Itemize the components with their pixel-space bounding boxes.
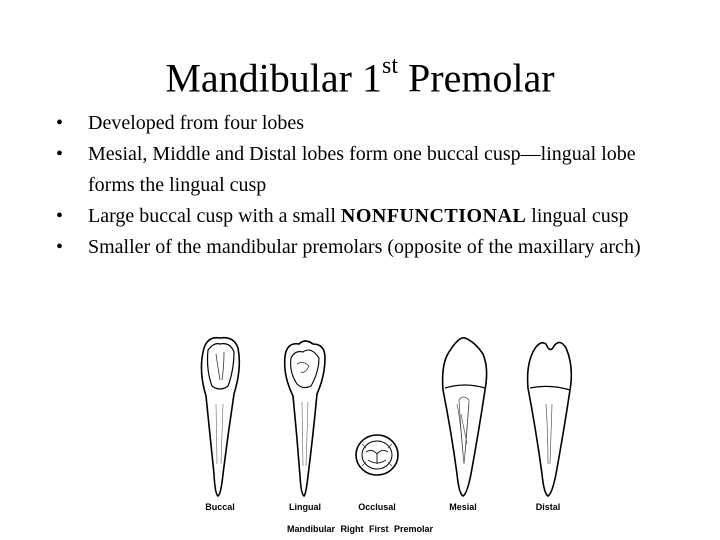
view-label-mesial: Mesial [449, 502, 477, 512]
bullet-dot-icon: • [56, 236, 64, 258]
bullet-item: • Large buccal cusp with a small NONFUNCTIONAL lingual cusp [56, 201, 676, 232]
occlusal-tooth-illustration [352, 430, 402, 480]
bullet-item: • Mesial, Middle and Distal lobes form one buccal cusp—lingual lobe forms the lingual cusp [56, 139, 676, 201]
view-label-distal: Distal [535, 502, 561, 512]
bullet-item: • Smaller of the mandibular premolars (opposite of the maxillary arch) [56, 232, 676, 263]
buccal-tooth-illustration [190, 334, 250, 499]
view-label-buccal: Buccal [205, 502, 235, 512]
bullet-dot-icon: • [56, 112, 64, 134]
bullet-list [56, 108, 676, 263]
distal-tooth-illustration [520, 334, 580, 499]
figure-caption: Mandibular Right First Premolar [286, 524, 434, 534]
view-label-occlusal: Occlusal [358, 502, 396, 512]
lingual-tooth-illustration [275, 336, 335, 501]
bullet-dot-icon: • [56, 205, 64, 227]
bullet-item: • Developed from four lobes [56, 108, 676, 139]
tooth-figure [0, 330, 720, 540]
bullet-dot-icon: • [56, 143, 64, 165]
slide-title: Mandibular 1st Premolar [165, 53, 555, 101]
view-label-lingual: Lingual [289, 502, 321, 512]
mesial-tooth-illustration [435, 334, 495, 499]
